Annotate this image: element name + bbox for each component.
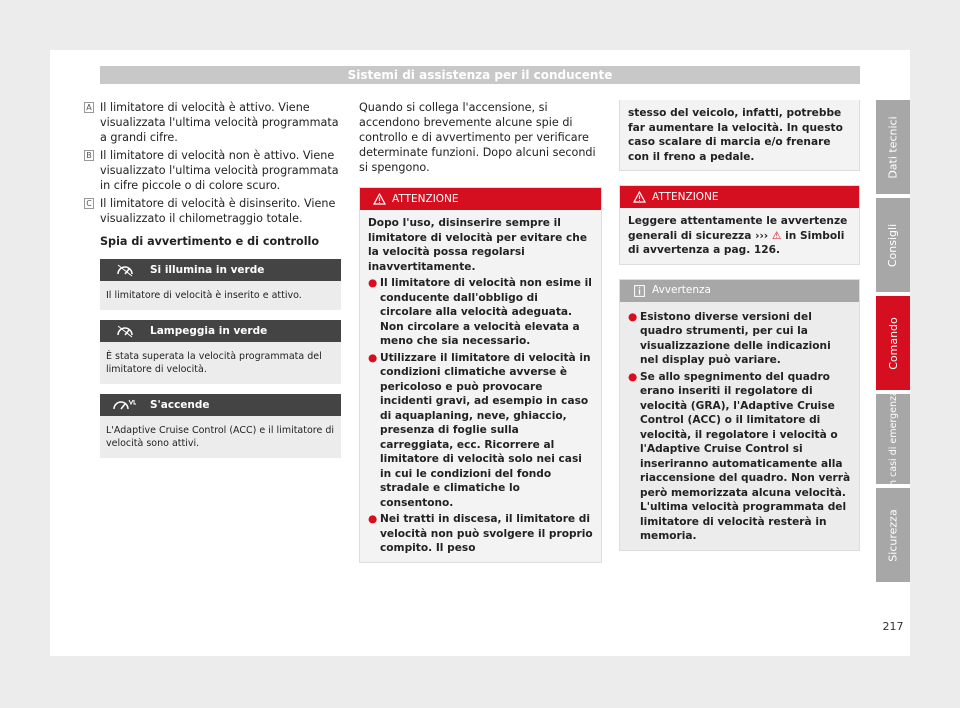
tab-comando[interactable]: Comando xyxy=(876,296,910,390)
callout-badge: C xyxy=(84,198,94,209)
warning-triangle-icon xyxy=(366,193,392,205)
item-text: Il limitatore di velocità è disinserito. Viene visualizzato il chilometraggio totale. xyxy=(100,197,336,225)
column-left xyxy=(86,100,341,468)
warning-box xyxy=(619,185,860,265)
warning-continued: stesso del veicolo, infatti, potrebbe far aumentare la velocità. In questo caso scalare di marcia e/o frenare con il freno a pedale. xyxy=(619,100,860,171)
callout-badge: B xyxy=(84,150,94,161)
indicator-description: L'Adaptive Cruise Control (ACC) e il limitatore di velocità sono attivi. xyxy=(100,416,341,458)
note-box xyxy=(619,279,860,551)
warning-text: Dopo l'uso, disinserire sempre il limitatore di velocità per evitare che la velocità possa regolarsi inavvertitamente. xyxy=(368,217,588,273)
speed-limiter-acc-icon xyxy=(100,398,150,412)
warning-triangle-icon xyxy=(626,191,652,203)
column-right xyxy=(619,100,860,565)
warning-title: ATTENZIONE xyxy=(392,192,459,205)
indicator-card xyxy=(100,320,341,384)
list-item xyxy=(86,148,341,193)
page-header: Sistemi di assistenza per il conducente xyxy=(100,66,860,84)
warning-bullet: ● Nei tratti in discesa, il limitatore di velocità non può svolgere il proprio compito. Il peso xyxy=(368,513,593,554)
warning-bullet: ● Il limitatore di velocità non esime il conducente dall'obbligo di circolare alla velocità adeguata. Non circolare a velocità elevata a meno che sia necessario. xyxy=(368,277,592,347)
indicator-card xyxy=(100,259,341,310)
warning-triangle-icon: ⚠ xyxy=(771,229,782,242)
tab-in-casi-di-emergenza[interactable]: In casi di emergenza xyxy=(876,394,910,484)
column-middle xyxy=(359,100,602,577)
indicator-label: Si illumina in verde xyxy=(150,263,265,276)
tab-dati-tecnici[interactable]: Dati tecnici xyxy=(876,100,910,194)
indicator-label: S'accende xyxy=(150,398,210,411)
note-bullet: ● Se allo spegnimento del quadro erano inseriti il regolatore di velocità (GRA), l'Adaptive Cruise Control (ACC) o il limitatore di velocità, il regolatore i velocità o l'Adaptive Cruise Control si inseriranno automaticamente alla riaccensione del quadro. Non verrà però memorizzata alcuna velocità. L'ultima velocità programmata del limitatore di velocità resterà in memoria. xyxy=(628,370,851,542)
speedometer-icon xyxy=(100,263,150,277)
arrow-icon: ››› xyxy=(755,229,772,242)
tab-sicurezza[interactable]: Sicurezza xyxy=(876,488,910,582)
tab-consigli[interactable]: Consigli xyxy=(876,198,910,292)
item-text: Il limitatore di velocità è attivo. Viene visualizzata l'ultima velocità programmata a grandi cifre. xyxy=(100,101,339,144)
callout-badge: A xyxy=(84,102,94,113)
indicator-label: Lampeggia in verde xyxy=(150,324,268,337)
warning-bullet: ● Utilizzare il limitatore di velocità in condizioni climatiche avverse è pericoloso e può provocare incidenti gravi, ad esempio in caso di aquaplaning, neve, ghiaccio, presenza di foglie sulla carreggiata, ecc. Ricorrere al limitatore di velocità solo nei casi in cui le condizioni del fondo stradale e climatiche lo consentono. xyxy=(368,351,591,509)
warning-box xyxy=(359,187,602,563)
note-title: Avvertenza xyxy=(652,284,711,296)
item-text: Il limitatore di velocità non è attivo. Viene visualizzato l'ultima velocità programmata in cifre piccole o di colore scuro. xyxy=(100,149,339,192)
warning-title: ATTENZIONE xyxy=(652,190,719,203)
indicator-description: È stata superata la velocità programmata del limitatore di velocità. xyxy=(100,342,341,384)
indicator-card xyxy=(100,394,341,458)
section-subheading: Spia di avvertimento e di controllo xyxy=(100,235,320,248)
warning-text: Leggere attentamente le avvertenze generali di sicurezza xyxy=(628,215,848,242)
note-bullet: ● Esistono diverse versioni del quadro strumenti, per cui la visualizzazione delle indicazioni nel display può variare. xyxy=(628,310,831,366)
cross-reference-link[interactable]: in Simboli di avvertenza a pag. 126. xyxy=(628,229,845,256)
speedometer-icon xyxy=(100,324,150,338)
indicator-description: Il limitatore di velocità è inserito e attivo. xyxy=(100,281,341,310)
page-number: 217 xyxy=(882,620,904,633)
info-icon xyxy=(626,285,652,297)
intro-paragraph: Quando si collega l'accensione, si accendono brevemente alcune spie di controllo e di avvertimento per verificare determinate funzioni. Dopo alcuni secondi si spengono. xyxy=(359,101,596,174)
list-item xyxy=(86,196,341,226)
list-item xyxy=(86,100,341,145)
